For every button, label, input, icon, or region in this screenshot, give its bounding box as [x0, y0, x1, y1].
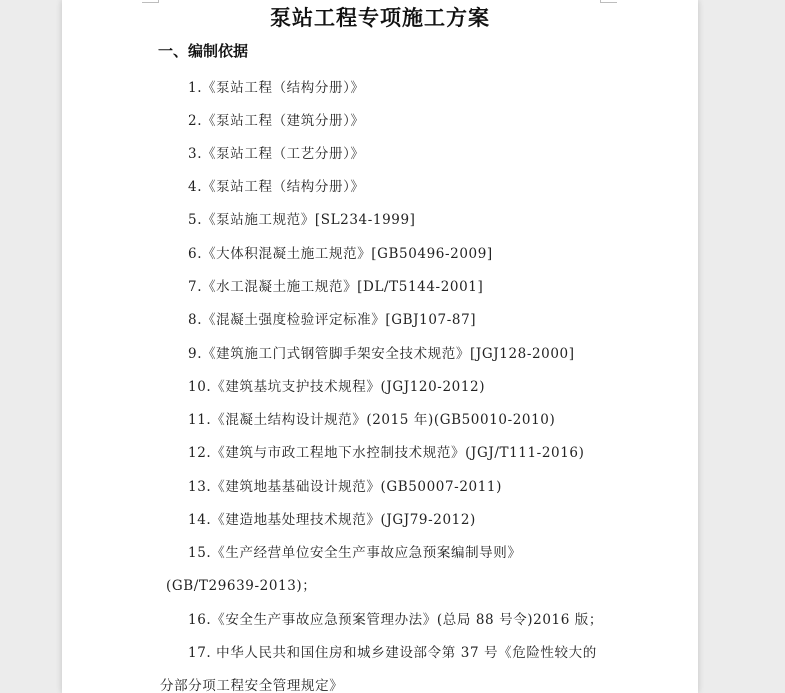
- reference-item: 12.《建筑与市政工程地下水控制技术规范》(JGJ/T111-2016): [188, 445, 585, 461]
- reference-item: 16.《安全生产事故应急预案管理办法》(总局 88 号令)2016 版；: [188, 612, 604, 628]
- reference-item: 1.《泵站工程（结构分册）》: [188, 80, 365, 96]
- reference-item: 3.《泵站工程（工艺分册）》: [188, 146, 365, 162]
- reference-item: 4.《泵站工程（结构分册）》: [188, 179, 365, 195]
- reference-item-continuation: 分部分项工程安全管理规定》: [160, 678, 344, 693]
- reference-item: 17. 中华人民共和国住房和城乡建设部令第 37 号《危险性较大的: [188, 645, 597, 661]
- document-title: 泵站工程专项施工方案: [270, 5, 490, 30]
- reference-item: 15.《生产经营单位安全生产事故应急预案编制导则》: [188, 545, 522, 561]
- reference-item: 10.《建筑基坑支护技术规程》(JGJ120-2012): [188, 379, 486, 395]
- reference-item: 9.《建筑施工门式钢管脚手架安全技术规范》[JGJ128-2000]: [188, 346, 575, 362]
- section-heading: 一、编制依据: [158, 42, 249, 60]
- document-page: [62, 0, 698, 693]
- reference-item: 14.《建造地基处理技术规范》(JGJ79-2012): [188, 512, 476, 528]
- reference-item: 8.《混凝土强度检验评定标准》[GBJ107-87]: [188, 312, 477, 328]
- reference-item: 13.《建筑地基基础设计规范》(GB50007-2011): [188, 479, 502, 495]
- reference-item: 6.《大体积混凝土施工规范》[GB50496-2009]: [188, 246, 493, 262]
- reference-item: 2.《泵站工程（建筑分册）》: [188, 113, 365, 129]
- reference-item: 5.《泵站施工规范》[SL234-1999]: [188, 212, 416, 228]
- reference-item-continuation: (GB/T29639-2013)；: [166, 578, 317, 594]
- reference-item: 11.《混凝土结构设计规范》(2015 年)(GB50010-2010): [188, 412, 556, 428]
- reference-item: 7.《水工混凝土施工规范》[DL/T5144-2001]: [188, 279, 484, 295]
